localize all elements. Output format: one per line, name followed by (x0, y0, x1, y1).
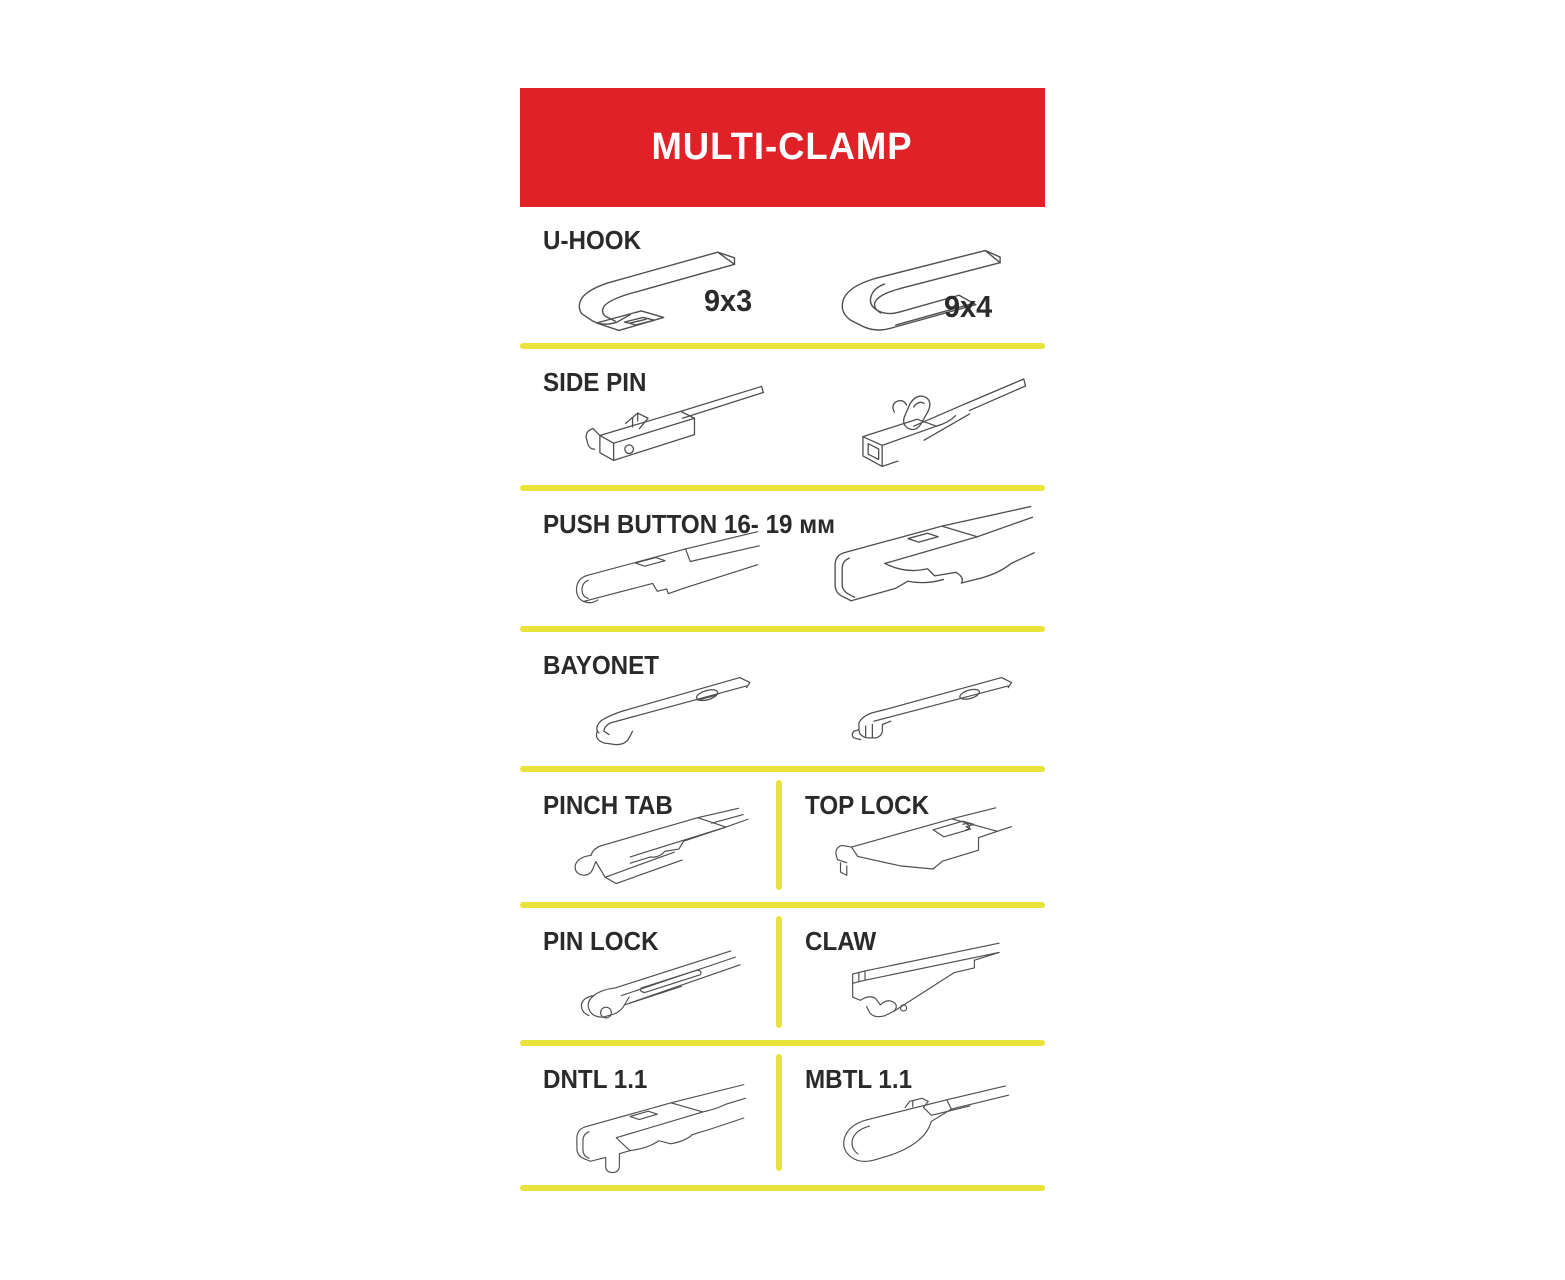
section-label-bayonet: BAYONET (543, 650, 660, 680)
section-pinch-tab-top-lock (520, 772, 1045, 902)
push-button-right-drawing (805, 503, 1043, 623)
multi-clamp-sheet (520, 88, 1045, 1191)
dntl-drawing (538, 1074, 766, 1184)
caption-9x4: 9x4 (944, 289, 993, 324)
section-label-pinch-tab: PINCH TAB (543, 790, 673, 820)
top-lock-drawing (800, 800, 1030, 898)
section-pin-lock-claw (520, 908, 1045, 1040)
section-u-hook (520, 207, 1045, 343)
section-push-button (520, 491, 1045, 626)
mbtl-drawing (796, 1072, 1028, 1184)
page-title: MULTI-CLAMP (651, 126, 914, 168)
section-label-push-button: PUSH BUTTON 16- 19 мм (543, 509, 835, 539)
pinch-tab-drawing (542, 802, 764, 900)
column-top-lock (782, 772, 1045, 902)
section-divider (520, 1185, 1045, 1191)
section-bayonet (520, 632, 1045, 766)
bayonet-left-drawing (552, 658, 770, 760)
side-pin-left-drawing (550, 375, 765, 483)
side-pin-right-drawing (808, 365, 1028, 483)
section-side-pin (520, 349, 1045, 485)
section-label-dntl: DNTL 1.1 (543, 1064, 648, 1094)
caption-9x3: 9x3 (704, 283, 753, 318)
section-label-top-lock: TOP LOCK (805, 790, 930, 820)
section-label-mbtl: MBTL 1.1 (805, 1064, 913, 1094)
section-label-pin-lock: PIN LOCK (543, 926, 659, 956)
bayonet-right-drawing (812, 658, 1030, 760)
column-pin-lock (520, 908, 776, 1040)
section-label-claw: CLAW (805, 926, 877, 956)
column-dntl (520, 1046, 776, 1185)
section-label-side-pin: SIDE PIN (543, 367, 647, 397)
claw-drawing (798, 934, 1026, 1038)
column-claw (782, 908, 1045, 1040)
header-banner (520, 88, 1045, 207)
section-label-u-hook: U-HOOK (543, 225, 642, 255)
column-pinch-tab (520, 772, 776, 902)
push-button-left-drawing (548, 527, 776, 625)
section-dntl-mbtl (520, 1046, 1045, 1185)
pin-lock-drawing (542, 934, 764, 1038)
column-mbtl (782, 1046, 1045, 1185)
